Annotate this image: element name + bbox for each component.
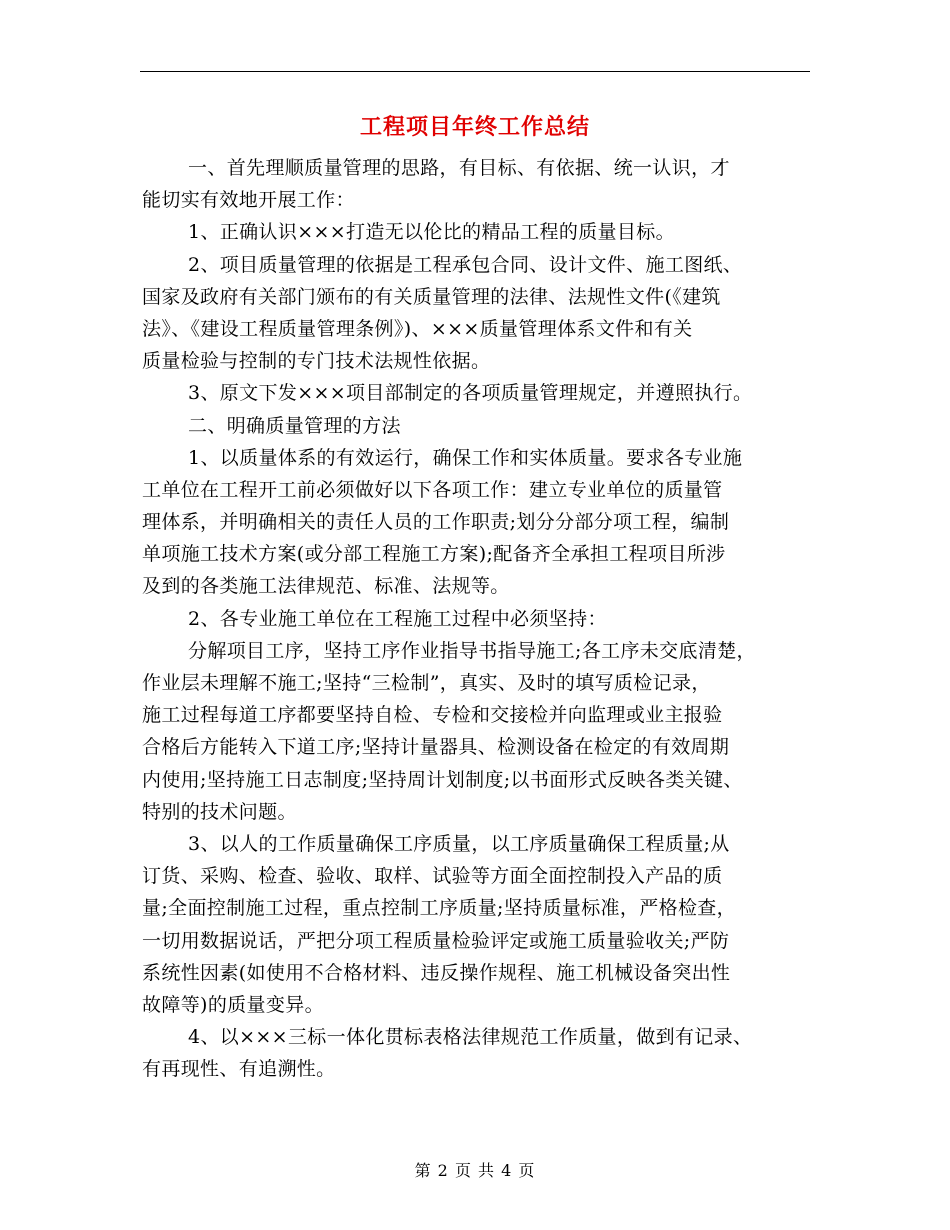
page-footer: 第 2 页 共 4 页 <box>414 1161 536 1180</box>
text-line: 1、正确认识×××打造无以伦比的精品工程的质量目标。 <box>188 221 675 244</box>
document-body <box>142 152 814 1085</box>
text-line: 系统性因素(如使用不合格材料、违反操作规程、施工机械设备突出性 <box>142 961 731 984</box>
text-line: 故障等)的质量变异。 <box>142 993 324 1016</box>
text-line: 及到的各类施工法律规范、标准、法规等。 <box>142 575 510 598</box>
text-line: 2、各专业施工单位在工程施工过程中必须坚持： <box>188 607 607 630</box>
text-line: 3、原文下发×××项目部制定的各项质量管理规定，并遵照执行。 <box>188 382 753 405</box>
text-line: 有再现性、有追溯性。 <box>142 1058 336 1081</box>
text-line: 一、首先理顺质量管理的思路，有目标、有依据、统一认识，才 <box>188 157 730 179</box>
text-line: 法》、《建设工程质量管理条例》)、×××质量管理体系文件和有关 <box>142 317 693 340</box>
header-rule <box>140 71 810 72</box>
text-line: 二、明确质量管理的方法 <box>188 414 401 437</box>
document-title: 工程项目年终工作总结 <box>359 115 590 140</box>
text-line: 质量检验与控制的专门技术法规性依据。 <box>142 350 491 373</box>
text-line: 3、以人的工作质量确保工序质量，以工序质量确保工程质量;从 <box>188 832 730 855</box>
text-line: 一切用数据说话，严把分项工程质量检验评定或施工质量验收关;严防 <box>142 929 730 952</box>
text-line: 特别的技术问题。 <box>142 800 297 823</box>
text-line: 1、以质量体系的有效运行，确保工作和实体质量。要求各专业施 <box>188 446 743 469</box>
text-line: 合格后方能转入下道工序;坚持计量器具、检测设备在检定的有效周期 <box>142 736 730 759</box>
text-line: 作业层未理解不施工;坚持“三检制”，真实、及时的填写质检记录， <box>142 672 711 694</box>
text-line: 能切实有效地开展工作： <box>142 189 355 212</box>
text-line: 施工过程每道工序都要坚持自检、专检和交接检并向监理或业主报验 <box>142 704 723 727</box>
text-line: 理体系，并明确相关的责任人员的工作职责;划分分部分项工程，编制 <box>142 511 730 534</box>
text-line: 2、项目质量管理的依据是工程承包合同、设计文件、施工图纸、 <box>188 253 743 276</box>
text-line: 内使用;坚持施工日志制度;坚持周计划制度;以书面形式反映各类关键、 <box>142 768 743 791</box>
text-line: 单项施工技术方案(或分部工程施工方案);配备齐全承担工程项目所涉 <box>142 543 726 566</box>
text-line: 国家及政府有关部门颁布的有关质量管理的法律、法规性文件(《建筑 <box>142 285 721 308</box>
text-line: 量;全面控制施工过程，重点控制工序质量;坚持质量标准，严格检查， <box>142 897 737 920</box>
text-line: 工单位在工程开工前必须做好以下各项工作：建立专业单位的质量管 <box>142 478 723 501</box>
text-line: 分解项目工序，坚持工序作业指导书指导施工;各工序未交底清楚， <box>188 639 756 662</box>
text-line: 订货、采购、检查、验收、取样、试验等方面全面控制投入产品的质 <box>142 865 723 888</box>
text-line: 4、以×××三标一体化贯标表格法律规范工作质量，做到有记录、 <box>188 1026 753 1049</box>
